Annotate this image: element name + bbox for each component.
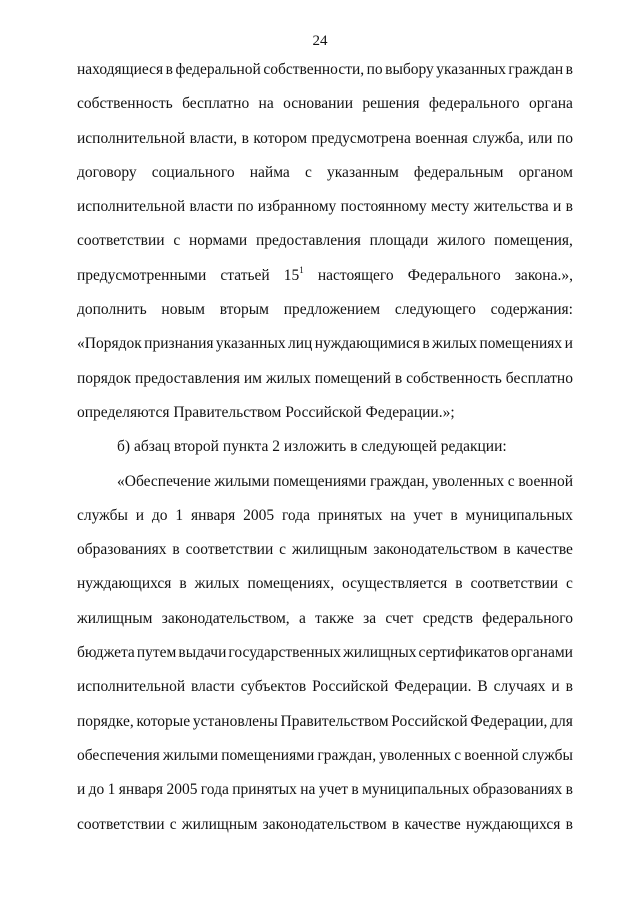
word: собственность xyxy=(406,369,502,387)
text-line xyxy=(77,808,573,842)
word: по xyxy=(366,61,383,78)
word: Федерации.»; xyxy=(365,403,455,421)
word: дополнить xyxy=(77,301,147,319)
text-line xyxy=(77,259,573,293)
word: соответствии xyxy=(185,541,274,559)
word: 1 xyxy=(107,781,116,799)
word: федерального xyxy=(482,609,573,627)
word: В xyxy=(477,678,488,696)
word: решения xyxy=(362,95,420,113)
word: жительства xyxy=(473,198,549,216)
word: федеральным xyxy=(413,163,504,181)
word: учет xyxy=(413,506,443,524)
word: органом xyxy=(518,163,573,181)
word: а xyxy=(298,609,306,627)
text-line xyxy=(77,430,573,464)
word: 1 xyxy=(175,506,184,524)
word: помещениями xyxy=(273,472,367,490)
word: помещения, xyxy=(494,232,573,250)
word: помещениях, xyxy=(247,575,335,593)
word: предложением xyxy=(283,301,381,319)
word: второй xyxy=(173,438,219,456)
word: соответствии xyxy=(470,575,559,593)
text-line xyxy=(77,327,573,361)
word: качестве xyxy=(516,541,573,559)
word: муниципальных xyxy=(465,506,573,524)
word: за xyxy=(363,609,377,627)
word: указанным xyxy=(327,163,399,181)
word: жилыми xyxy=(162,746,219,764)
superscript-index: 1 xyxy=(299,264,304,275)
word: Федерации. xyxy=(394,678,472,696)
text-line xyxy=(77,602,573,636)
word: законодательством xyxy=(373,541,498,559)
word: января xyxy=(190,506,236,524)
word: помещениями xyxy=(221,746,315,764)
word: января xyxy=(118,781,164,799)
word: в xyxy=(351,781,359,799)
word: в xyxy=(565,781,573,799)
word: абзац xyxy=(133,438,171,456)
word: военной xyxy=(464,746,519,764)
word: бесплатно xyxy=(505,369,573,387)
text-line xyxy=(77,190,573,224)
word: в xyxy=(391,815,400,833)
word: исполнительной xyxy=(77,129,186,147)
word: 15$^1$ xyxy=(283,264,304,284)
word: следующей xyxy=(361,438,437,456)
word: с xyxy=(169,815,177,833)
word: Правительством xyxy=(173,403,282,421)
word: бюджета xyxy=(77,644,135,662)
word: выбору xyxy=(385,61,434,78)
word: и xyxy=(564,335,573,353)
word: на xyxy=(258,95,274,113)
word: пункта xyxy=(222,438,269,456)
word: счет xyxy=(385,609,414,627)
text-line xyxy=(77,53,573,87)
text-line xyxy=(77,670,573,704)
word: закона.», xyxy=(514,266,573,284)
word: социального xyxy=(151,163,235,181)
word: найма xyxy=(249,163,290,181)
word: принятых xyxy=(317,506,383,524)
text-line xyxy=(77,224,573,258)
word: указанных xyxy=(215,335,286,353)
word: сертификатов xyxy=(418,644,509,662)
word: жилых xyxy=(432,335,478,353)
word: нуждающихся xyxy=(77,575,172,593)
word: лиц xyxy=(288,335,313,353)
word: соответствии xyxy=(77,232,165,250)
word: предоставления xyxy=(255,232,361,250)
word: порядке, xyxy=(77,712,134,730)
word: жилищным xyxy=(181,815,258,833)
text-line xyxy=(77,396,573,430)
word: в xyxy=(241,129,249,147)
word: в xyxy=(565,61,573,78)
word: муниципальных xyxy=(362,781,470,799)
document-body xyxy=(77,53,573,842)
word: до xyxy=(88,781,105,799)
page-number: 24 xyxy=(312,33,328,49)
word: договору xyxy=(77,163,137,181)
word: военная xyxy=(415,129,468,147)
word: в xyxy=(450,506,458,524)
word: федеральной xyxy=(175,61,261,78)
word: или xyxy=(528,129,553,147)
word: по xyxy=(556,129,573,147)
word: Российской xyxy=(312,678,389,696)
word: службы xyxy=(521,746,573,764)
word: осуществляется xyxy=(342,575,448,593)
word: власти xyxy=(189,198,234,216)
word: в xyxy=(165,61,173,78)
word: изложить xyxy=(283,438,347,456)
word: предусмотренными xyxy=(77,266,207,284)
word: помещений xyxy=(314,369,391,387)
word: редакции: xyxy=(440,438,507,456)
word: законодательством, xyxy=(161,609,290,627)
word: в xyxy=(503,541,511,559)
word: образованиях xyxy=(472,781,563,799)
text-line xyxy=(77,465,573,499)
word: котором xyxy=(253,129,308,147)
word: исполнительной xyxy=(77,678,186,696)
word: законодательством xyxy=(262,815,387,833)
word: года xyxy=(281,506,310,524)
word: «Порядок xyxy=(77,335,142,353)
word: учет xyxy=(318,781,349,799)
word: Российской xyxy=(285,403,362,421)
word: в xyxy=(179,575,187,593)
word: Федерации, xyxy=(470,712,548,730)
text-line xyxy=(77,705,573,739)
word: предусмотрена xyxy=(311,129,411,147)
word: и xyxy=(77,781,86,799)
word: года xyxy=(200,781,229,799)
text-line xyxy=(77,773,573,807)
word: 2005 xyxy=(243,506,275,524)
text-line xyxy=(77,499,573,533)
word: на xyxy=(390,506,406,524)
word: путем xyxy=(136,644,177,662)
word: и xyxy=(135,506,145,524)
word: с xyxy=(507,472,515,490)
text-line xyxy=(77,156,573,190)
word: в xyxy=(455,575,463,593)
word: средств xyxy=(422,609,473,627)
word: уволенных xyxy=(432,472,505,490)
word: установлены xyxy=(192,712,278,730)
word: содержания: xyxy=(490,301,573,319)
word: службы xyxy=(77,506,128,524)
word: предоставления xyxy=(135,369,240,387)
word: и xyxy=(552,198,562,216)
word: собственности, xyxy=(263,61,365,78)
word: власти, xyxy=(189,129,238,147)
word: в xyxy=(565,815,573,833)
word: с xyxy=(566,575,573,593)
word: случаях xyxy=(493,678,546,696)
word: определяются xyxy=(77,403,170,421)
word: обеспечения xyxy=(77,746,160,764)
word: статьей xyxy=(220,266,270,284)
word: нормами xyxy=(188,232,248,250)
word: по xyxy=(237,198,254,216)
word: Правительством xyxy=(280,712,389,730)
text-line xyxy=(77,362,573,396)
word: жилых xyxy=(194,575,240,593)
word: площади xyxy=(369,232,429,250)
word: нуждающихся xyxy=(465,815,561,833)
word: собственность xyxy=(77,95,173,113)
word: новым xyxy=(161,301,205,319)
word: которые xyxy=(136,712,191,730)
word: жилищных xyxy=(343,644,417,662)
word: для xyxy=(550,712,573,730)
word: настоящего xyxy=(317,266,394,284)
text-line xyxy=(77,122,573,156)
word: бесплатно xyxy=(182,95,250,113)
text-line xyxy=(77,636,573,670)
word: на xyxy=(300,781,316,799)
word: месту xyxy=(430,198,470,216)
word: указанных xyxy=(436,61,506,78)
word: следующего xyxy=(394,301,476,319)
word: помещениях xyxy=(479,335,563,353)
word: в xyxy=(394,369,403,387)
word: избранному xyxy=(257,198,337,216)
word: уволенных xyxy=(379,746,452,764)
word: органа xyxy=(529,95,573,113)
word: 2 xyxy=(272,438,280,456)
word: «Обеспечение xyxy=(117,472,211,490)
word: в xyxy=(565,678,573,696)
word: образованиях xyxy=(77,541,167,559)
word: в xyxy=(422,335,430,353)
word: 2005 xyxy=(166,781,198,799)
word: граждан, xyxy=(317,746,377,764)
word: субъектов xyxy=(240,678,307,696)
word: граждан, xyxy=(369,472,429,490)
word: с xyxy=(304,163,312,181)
word: с xyxy=(173,232,181,250)
word: выдачи xyxy=(178,644,227,662)
text-line xyxy=(77,87,573,121)
word: жилищным xyxy=(291,541,368,559)
word: до xyxy=(151,506,168,524)
word: находящиеся xyxy=(77,61,164,78)
word: нуждающимися xyxy=(314,335,420,353)
word: государственных xyxy=(228,644,342,662)
word: жилого xyxy=(437,232,486,250)
word: соответствии xyxy=(77,815,165,833)
word: Российской xyxy=(391,712,468,730)
word: качестве xyxy=(404,815,461,833)
word: с xyxy=(454,746,462,764)
word: жилых xyxy=(265,369,311,387)
word: власти xyxy=(191,678,235,696)
word: органами xyxy=(510,644,573,662)
word: граждан xyxy=(508,61,564,78)
word: федерального xyxy=(428,95,520,113)
word: вторым xyxy=(219,301,269,319)
text-line xyxy=(77,567,573,601)
word: в xyxy=(172,541,180,559)
word: постоянному xyxy=(340,198,427,216)
word: жилыми xyxy=(214,472,270,490)
word: служба, xyxy=(472,129,524,147)
word: порядок xyxy=(77,369,132,387)
word: военной xyxy=(518,472,573,490)
word: с xyxy=(279,541,287,559)
word: принятых xyxy=(232,781,297,799)
text-line xyxy=(77,293,573,327)
word: б) xyxy=(117,438,131,456)
word: исполнительной xyxy=(77,198,186,216)
word: и xyxy=(551,678,560,696)
word: жилищным xyxy=(77,609,153,627)
word: Федерального xyxy=(407,266,501,284)
word: в xyxy=(565,198,573,216)
word: также xyxy=(315,609,354,627)
word: основании xyxy=(283,95,354,113)
word: им xyxy=(243,369,262,387)
word: в xyxy=(350,438,358,456)
text-line xyxy=(77,533,573,567)
text-line xyxy=(77,739,573,773)
word: признания xyxy=(144,335,214,353)
